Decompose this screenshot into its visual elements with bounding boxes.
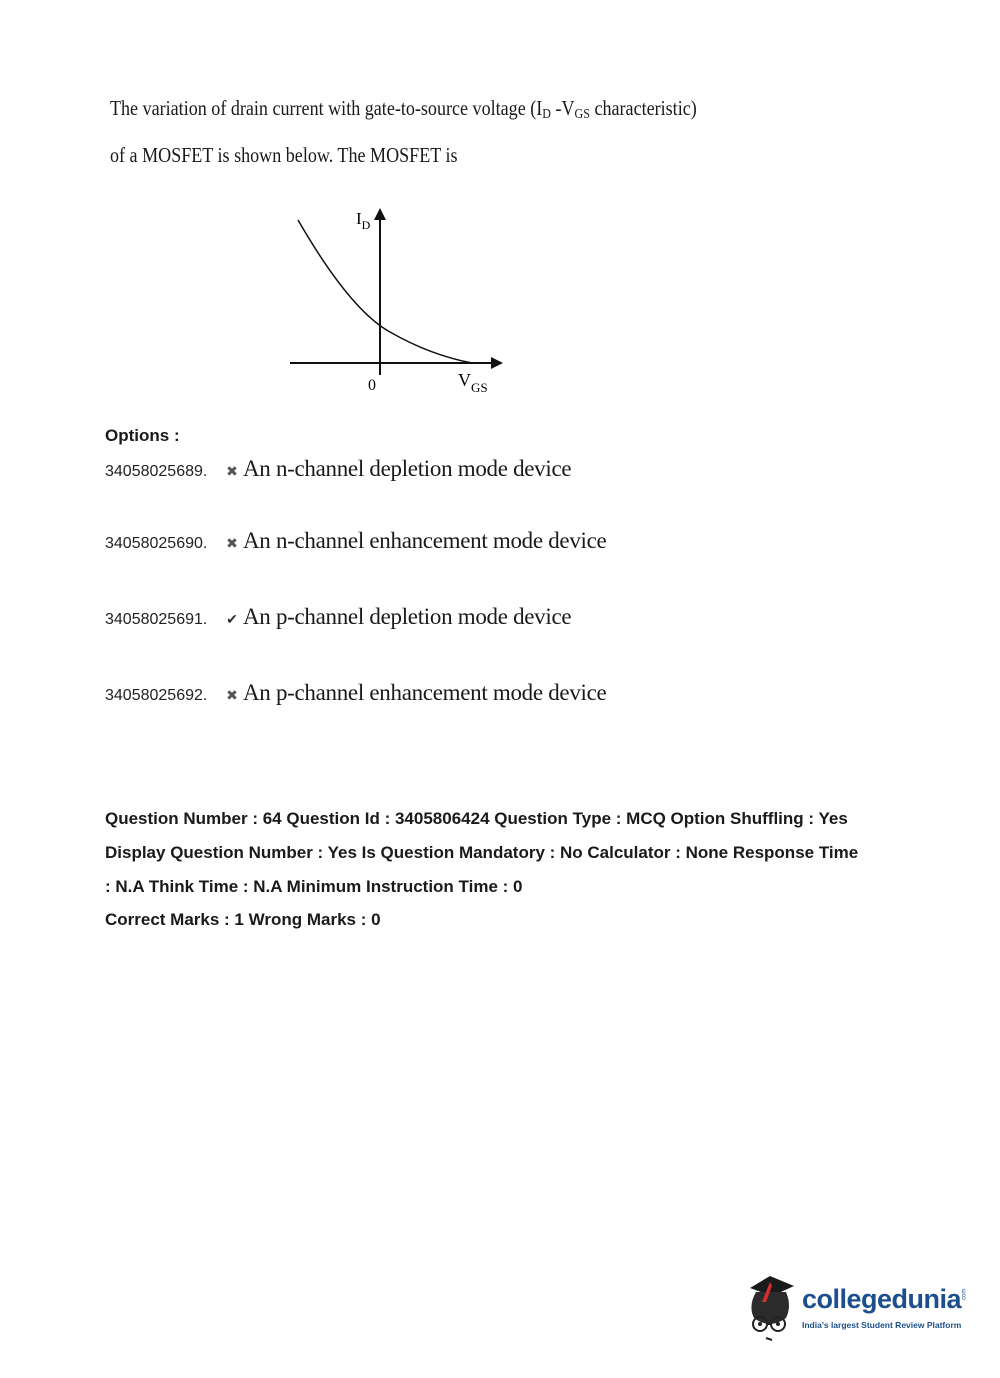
option-text: An p-channel depletion mode device: [243, 604, 572, 629]
mascot-icon: [740, 1272, 802, 1344]
option-text: An n-channel enhancement mode device: [243, 528, 607, 553]
id-vgs-curve: [298, 220, 472, 363]
option-id: 34058025691.: [105, 611, 208, 628]
option-id: 34058025689.: [105, 463, 208, 480]
wrong-icon: ✖: [226, 687, 238, 703]
meta-line-3: : N.A Think Time : N.A Minimum Instruction Time : 0: [105, 877, 523, 896]
brand-com: .com: [961, 1288, 968, 1302]
meta-line-1: Question Number : 64 Question Id : 3405806424 Question Type : MCQ Option Shuffling : Yes: [105, 809, 848, 828]
id-vgs-graph: [280, 200, 520, 410]
vgs-label: $V_{GS}$: [458, 370, 488, 395]
question-line-1: The variation of drain current with gate-to-source voltage ($I_D$ $-V_{GS}$ characteristic): [110, 96, 697, 122]
option-text: An n-channel depletion mode device: [243, 456, 572, 481]
origin-label: 0: [368, 377, 376, 394]
wrong-icon: ✖: [226, 463, 238, 479]
option-3[interactable]: [105, 604, 571, 630]
options-heading: Options :: [105, 426, 180, 445]
option-id: 34058025692.: [105, 687, 208, 704]
question-line-2: of a MOSFET is shown below. The MOSFET is: [110, 143, 458, 167]
meta-line-2: Display Question Number : Yes Is Question Mandatory : No Calculator : None Response Time: [105, 843, 859, 862]
marks-info: Correct Marks : 1 Wrong Marks : 0: [105, 910, 381, 929]
brand-tagline: India's largest Student Review Platform: [802, 1320, 962, 1330]
id-axis-arrow: [374, 208, 386, 220]
correct-check-icon: ✔: [226, 611, 238, 627]
option-4[interactable]: [105, 680, 606, 706]
option-1[interactable]: [105, 456, 571, 482]
option-2[interactable]: [105, 528, 606, 554]
option-id: 34058025690.: [105, 535, 208, 552]
option-text: An p-channel enhancement mode device: [243, 680, 607, 705]
question-metadata: [105, 802, 925, 904]
question-text: [110, 88, 729, 175]
id-label: $I_D$: [356, 209, 371, 232]
collegedunia-logo: [740, 1270, 970, 1350]
vgs-axis-arrow: [491, 357, 503, 369]
wrong-icon: ✖: [226, 535, 238, 551]
brand-name: collegedunia: [802, 1284, 962, 1314]
